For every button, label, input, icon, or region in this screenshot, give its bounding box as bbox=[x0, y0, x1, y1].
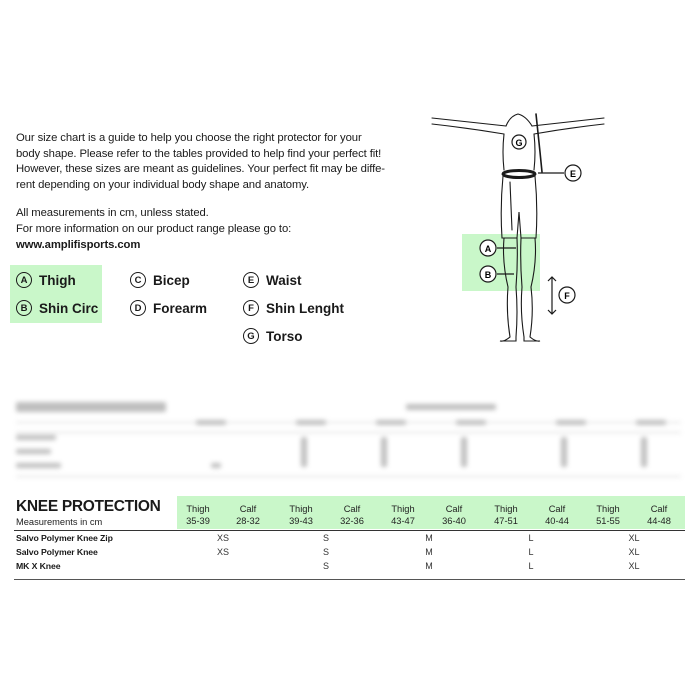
legend-label: Shin Circ bbox=[39, 300, 99, 316]
size-cell: M bbox=[425, 533, 433, 543]
intro-line: body shape. Please refer to the tables provided to help find your perfect fit! bbox=[16, 147, 382, 160]
marker-f bbox=[548, 277, 575, 314]
marker-e-letter: E bbox=[569, 169, 577, 179]
size-cell: S bbox=[322, 547, 329, 557]
column-range: 40-44 bbox=[545, 516, 569, 526]
product-name: Salvo Polymer Knee Zip bbox=[16, 533, 113, 543]
website-link[interactable]: www.amplifisports.com bbox=[16, 238, 141, 251]
size-cell: XL bbox=[628, 533, 640, 543]
intro-text bbox=[16, 131, 396, 253]
column-label: Calf bbox=[650, 504, 668, 514]
legend-item-thigh bbox=[16, 272, 76, 288]
column-label: Calf bbox=[239, 504, 257, 514]
table-subtitle: Measurements in cm bbox=[16, 517, 103, 527]
size-cell: S bbox=[322, 533, 329, 543]
intro-line: rent depending on your individual body shape and anatomy. bbox=[16, 178, 310, 191]
column-header bbox=[327, 496, 377, 527]
column-label: Thigh bbox=[596, 504, 620, 514]
legend-label: Shin Lenght bbox=[266, 300, 344, 316]
legend-item-shin-length bbox=[243, 300, 344, 316]
measurement-legend bbox=[10, 265, 370, 355]
legend-item-torso bbox=[243, 328, 303, 344]
marker-g bbox=[512, 135, 526, 149]
column-label: Thigh bbox=[494, 504, 518, 514]
column-label: Calf bbox=[445, 504, 463, 514]
size-cell: XL bbox=[628, 547, 640, 557]
size-cell: M bbox=[425, 561, 433, 571]
column-header bbox=[634, 496, 684, 527]
table-title: KNEE PROTECTION bbox=[16, 498, 161, 515]
column-range: 39-43 bbox=[289, 516, 313, 526]
size-cell: S bbox=[322, 561, 329, 571]
size-cell: L bbox=[528, 547, 534, 557]
legend-label: Torso bbox=[266, 328, 303, 344]
intro-line: However, these sizes are meant as guidelines. Your perfect fit may be diffe- bbox=[16, 163, 385, 176]
column-range: 32-36 bbox=[340, 516, 364, 526]
legend-letter: E bbox=[243, 272, 259, 288]
legend-letter: C bbox=[130, 272, 146, 288]
legend-label: Bicep bbox=[153, 272, 190, 288]
body-measurement-figure bbox=[428, 112, 608, 352]
knee-highlight bbox=[462, 234, 540, 291]
intro-line: Our size chart is a guide to help you choose the right protector for your bbox=[16, 132, 362, 144]
column-header bbox=[532, 496, 582, 527]
body-figure-svg bbox=[428, 112, 608, 352]
column-range: 35-39 bbox=[186, 516, 210, 526]
column-label: Thigh bbox=[391, 504, 415, 514]
column-range: 43-47 bbox=[391, 516, 415, 526]
column-header bbox=[223, 496, 273, 527]
column-label: Calf bbox=[343, 504, 361, 514]
size-cell: L bbox=[528, 561, 534, 571]
column-header bbox=[429, 496, 479, 527]
size-cell: M bbox=[425, 547, 433, 557]
column-range: 36-40 bbox=[442, 516, 466, 526]
column-header bbox=[378, 496, 428, 527]
column-header bbox=[481, 496, 531, 527]
table-row bbox=[14, 559, 685, 574]
size-cell: L bbox=[528, 533, 534, 543]
legend-item-waist bbox=[243, 272, 302, 288]
marker-a-letter: A bbox=[484, 244, 492, 254]
size-cell: XS bbox=[216, 547, 229, 557]
units-note: All measurements in cm, unless stated. bbox=[16, 207, 209, 220]
legend-letter: G bbox=[243, 328, 259, 344]
column-header bbox=[173, 496, 223, 527]
column-range: 51-55 bbox=[596, 516, 620, 526]
legend-label: Waist bbox=[266, 272, 302, 288]
legend-item-bicep bbox=[130, 272, 190, 288]
column-label: Thigh bbox=[289, 504, 313, 514]
column-range: 44-48 bbox=[647, 516, 671, 526]
legend-item-shin-circ bbox=[16, 300, 98, 316]
product-name: MK X Knee bbox=[16, 561, 61, 571]
legend-item-forearm bbox=[130, 300, 207, 316]
column-header bbox=[276, 496, 326, 527]
column-label: Thigh bbox=[186, 504, 210, 514]
legend-letter: D bbox=[130, 300, 146, 316]
column-range: 28-32 bbox=[236, 516, 260, 526]
column-header bbox=[583, 496, 633, 527]
column-range: 47-51 bbox=[494, 516, 518, 526]
legend-letter: A bbox=[16, 272, 32, 288]
legend-letter: B bbox=[16, 300, 32, 316]
table-row bbox=[14, 545, 685, 560]
column-label: Calf bbox=[548, 504, 566, 514]
legend-letter: F bbox=[243, 300, 259, 316]
size-cell: XS bbox=[216, 533, 229, 543]
marker-f-letter: F bbox=[564, 291, 570, 301]
legend-label: Forearm bbox=[153, 300, 208, 316]
table-bottom-rule bbox=[14, 579, 685, 580]
product-name: Salvo Polymer Knee bbox=[16, 547, 98, 557]
marker-b-letter: B bbox=[484, 270, 492, 280]
marker-g-letter: G bbox=[515, 138, 523, 148]
more-info-note: For more information on our product range please go to: bbox=[16, 222, 292, 235]
marker-e bbox=[538, 165, 581, 181]
size-cell: XL bbox=[628, 561, 640, 571]
table-row bbox=[14, 531, 685, 546]
blurred-size-table bbox=[16, 392, 681, 477]
legend-label: Thigh bbox=[39, 272, 76, 288]
